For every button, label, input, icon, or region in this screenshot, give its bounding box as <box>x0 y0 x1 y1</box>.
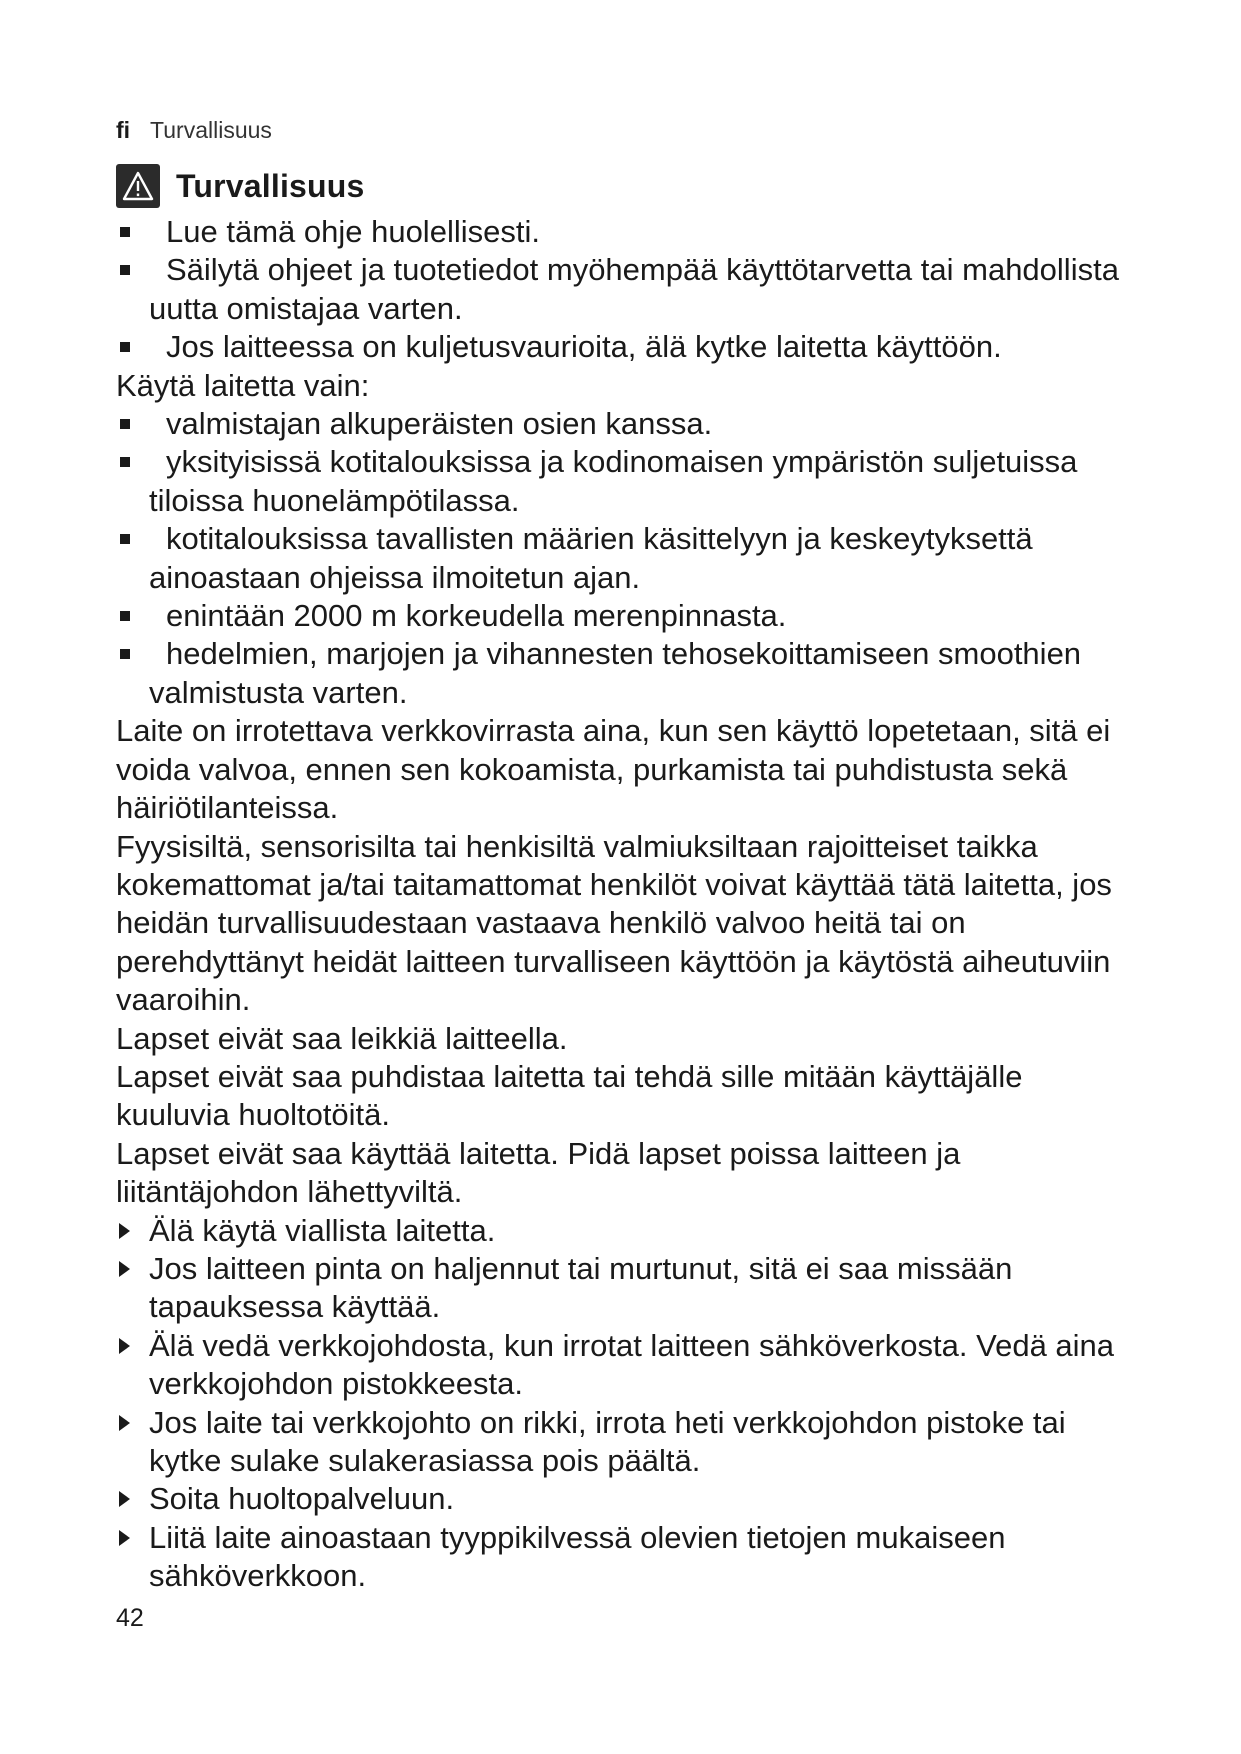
paragraph: Laite on irrotettava verkkovirrasta aina, kun sen käyttö lopetetaan, sitä ei voida valvoa, ennen sen kokoamista, purkamista tai puhdistusta sekä häiriötilanteissa. <box>116 713 1111 826</box>
list-item: valmistajan alkuperäisten osien kanssa. <box>116 405 1136 443</box>
square-bullet-icon <box>120 611 130 621</box>
triangle-bullet-icon <box>119 1338 130 1354</box>
triangle-bullet-icon <box>119 1223 130 1239</box>
square-bullet-icon <box>120 419 130 429</box>
square-bullet-icon <box>120 649 130 659</box>
section-title-row <box>116 162 365 210</box>
page-number: 42 <box>116 1604 144 1632</box>
triangle-bullet-icon <box>119 1491 130 1507</box>
list-item: yksityisissä kotitalouksissa ja kodinomaisen ympäristön suljetuissa tiloissa huonelämpötilassa. <box>116 443 1136 520</box>
section-title: Turvallisuus <box>176 167 365 204</box>
safety-content <box>116 213 1136 1596</box>
paragraph: Lapset eivät saa puhdistaa laitetta tai tehdä sille mitään käyttäjälle kuuluvia huoltotöitä. <box>116 1058 1023 1133</box>
list-item: hedelmien, marjojen ja vihannesten tehosekoittamiseen smoothien valmistusta varten. <box>116 635 1136 712</box>
section-name: Turvallisuus <box>150 117 272 143</box>
square-bullet-icon <box>120 342 130 352</box>
paragraph: Lapset eivät saa leikkiä laitteella. <box>116 1020 568 1056</box>
warning-icon <box>116 164 160 208</box>
instruction-item: Soita huoltopalveluun. <box>116 1480 1136 1518</box>
square-bullet-icon <box>120 457 130 467</box>
instruction-item: Jos laite tai verkkojohto on rikki, irrota heti verkkojohdon pistoke tai kytke sulake sulakerasiassa pois päältä. <box>116 1404 1136 1481</box>
list-item: Säilytä ohjeet ja tuotetiedot myöhempää käyttötarvetta tai mahdollista uutta omistajaa varten. <box>116 251 1136 328</box>
triangle-bullet-icon <box>119 1261 130 1277</box>
list-item: Lue tämä ohje huolellisesti. <box>116 213 1136 251</box>
instruction-item: Älä vedä verkkojohdosta, kun irrotat laitteen sähköverkosta. Vedä aina verkkojohdon pistokkeesta. <box>116 1327 1136 1404</box>
instruction-item: Älä käytä viallista laitetta. <box>116 1212 1136 1250</box>
square-bullet-icon <box>120 534 130 544</box>
paragraph: Lapset eivät saa käyttää laitetta. Pidä lapset poissa laitteen ja liitäntäjohdon lähettyviltä. <box>116 1135 961 1210</box>
paragraph: Fyysisiltä, sensorisilta tai henkisiltä valmiuksiltaan rajoitteiset taikka kokemattomat ja/tai taitamattomat henkilöt voivat käyttää tätä laitetta, jos heidän turvallisuudestaan vastaava henkilö valvoo heitä tai on perehdyttänyt heidät laitteen turvalliseen käyttöön ja käytöstä aiheutuviin vaaroihin. <box>116 828 1112 1018</box>
list-item: enintään 2000 m korkeudella merenpinnasta. <box>116 597 1136 635</box>
instruction-item: Jos laitteen pinta on haljennut tai murtunut, sitä ei saa missään tapauksessa käyttää. <box>116 1250 1136 1327</box>
square-bullet-icon <box>120 265 130 275</box>
triangle-bullet-icon <box>119 1415 130 1431</box>
list-item: kotitalouksissa tavallisten määrien käsittelyyn ja keskeytyksettä ainoastaan ohjeissa ilmoitetun ajan. <box>116 520 1136 597</box>
page-header <box>116 115 272 145</box>
instruction-item: Liitä laite ainoastaan tyyppikilvessä olevien tietojen mukaiseen sähköverkkoon. <box>116 1519 1136 1596</box>
square-bullet-icon <box>120 227 130 237</box>
use-only-label: Käytä laitetta vain: <box>116 367 370 403</box>
list-item: Jos laitteessa on kuljetusvaurioita, älä kytke laitetta käyttöön. <box>116 328 1136 366</box>
language-code: fi <box>116 117 131 143</box>
triangle-bullet-icon <box>119 1530 130 1546</box>
